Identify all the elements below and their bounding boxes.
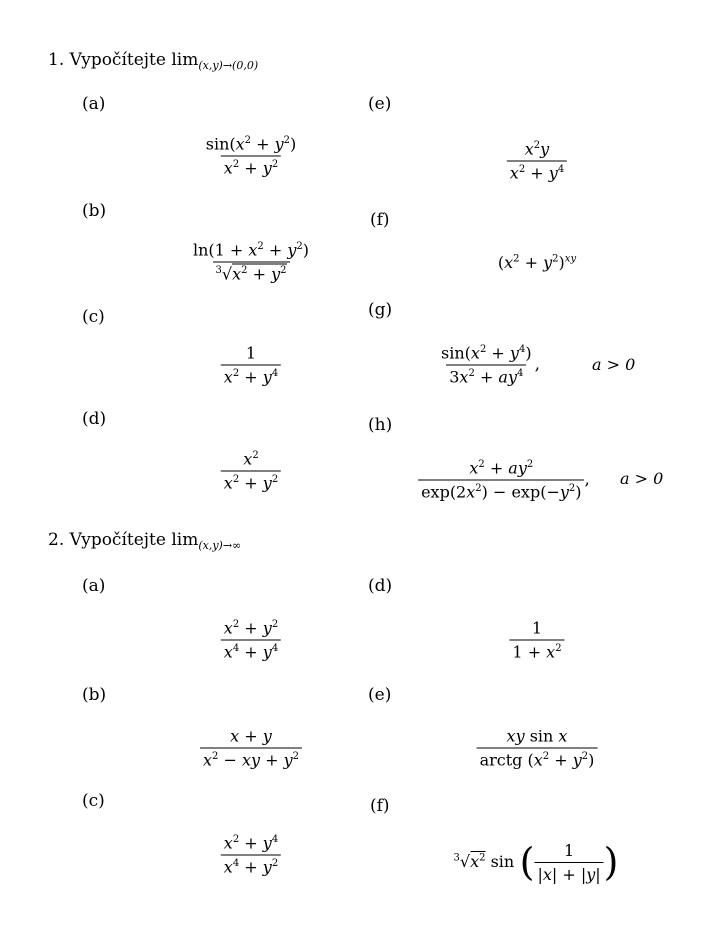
item-label-1e: (e) — [368, 94, 392, 114]
item-label-2b: (b) — [82, 685, 107, 705]
item-label-2e: (e) — [368, 685, 392, 705]
condition-1g: a > 0 — [592, 355, 636, 374]
formula-1g: $\frac{\sin(x^2 + y^4)}{3x^2 + ay^4}$ , — [441, 343, 540, 387]
formula-1d: $\frac{x^2}{x^2 + y^2}$ — [221, 450, 281, 493]
item-label-2f: (f) — [370, 796, 390, 816]
item-label-1a: (a) — [82, 94, 106, 114]
item-label-2c: (c) — [82, 791, 105, 811]
formula-1c: $\frac{1}{x^2 + y^4}$ — [221, 344, 281, 387]
formula-2e: $\frac{\text{xy sin x}}{arctg (x^2 + y^2)}$ — [477, 727, 598, 770]
item-label-2d: (d) — [368, 576, 393, 596]
problem-2-heading: 2. Vypočítejte $\lim_{(x,y)\to\infty}$ — [48, 530, 242, 552]
formula-2c: $\frac{x^2 + y^4}{x^4 + y^2}$ — [221, 834, 281, 877]
item-label-2a: (a) — [82, 576, 106, 596]
formula-1b: $\frac{\ln(1 + x^2 + y^2)}{^3√x^2 + y^2}$ — [192, 240, 310, 284]
formula-2d: $\frac{1}{1 + x^2}$ — [509, 619, 564, 662]
item-label-1g: (g) — [368, 300, 393, 320]
formula-2b: $\frac{x + y}{x^2 - xy + y^2}$ — [200, 727, 302, 770]
item-label-1b: (b) — [82, 201, 107, 221]
formula-2a: $\frac{x^2 + y^2}{x^4 + y^4}$ — [221, 619, 281, 662]
problem-1-heading: 1. Vypočítejte $\lim_{(x,y)\to(0,0)}$ — [48, 50, 259, 72]
item-label-1h: (h) — [368, 415, 393, 435]
formula-1e: $\frac{x^2y}{x^2 + y^4}$ — [507, 140, 567, 183]
formula-1a: $\frac{\sin(x^2 + y^2)}{x^2 + y^2}$ — [205, 134, 297, 178]
limit-subscript: (x,y)→(0,0) — [198, 59, 259, 72]
condition-1h: a > 0 — [620, 469, 664, 488]
item-label-1c: (c) — [82, 307, 105, 327]
item-label-1f: (f) — [370, 210, 390, 230]
formula-2f: $^3√x^2$ sin ( $\frac{1}{|x| + |y|}$ ) — [453, 840, 619, 884]
limit-subscript: (x,y)→∞ — [198, 539, 242, 552]
formula-1f: $(x^2 + y^2)^{xy}$ — [497, 253, 577, 272]
item-label-1d: (d) — [82, 409, 107, 429]
formula-1h: $\frac{x^2 + ay^2}{\exp(2x^2) - \exp(-y^2)}$ , — [418, 459, 590, 502]
